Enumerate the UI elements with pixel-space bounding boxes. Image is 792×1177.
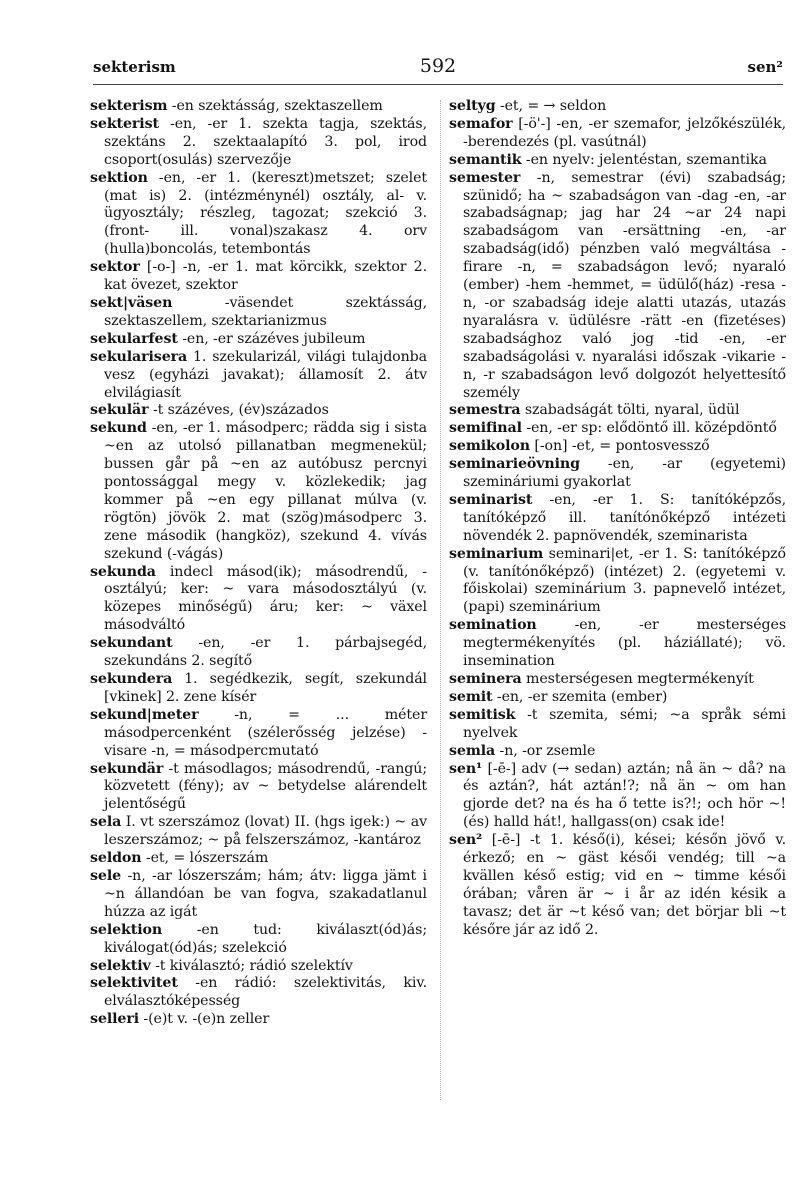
dictionary-entry: sekterist -en, -er 1. szekta tagja, szektás, szektáns 2. szektaalapító 3. pol, irod csoport(osulás) szervezője [90,115,427,168]
dictionary-entry: sekundär -t másodlagos; másodrendű, -rangú; közvetett (fény); av ~ betydelse alárendelt jelentőségű [90,760,427,813]
dictionary-entry: sen¹ [-ē-] adv (→ sedan) aztán; nå än ~ då? na és aztán?, hát aztán!?; nå än ~ om han gjorde det? na és ha ő tette is?!; och hör ~! (és) halld hát!, hallgass(on) csak ide! [449,760,786,831]
page-number: 592 [419,55,457,77]
dictionary-entry: selektiv -t kiválasztó; rádió szelektív [90,957,353,974]
dictionary-entry: seminera mesterségesen megtermékenyít [449,671,754,687]
dictionary-entry: selleri -(e)t v. -(e)n zeller [90,1011,270,1028]
dictionary-entry: seminarist -en, -er 1. S: tanítóképzős, tanítóképző ill. tanítónőképző intézeti növendék 2. papnövendék, szeminarista [449,491,786,544]
dictionary-entry: seminarieövning -en, -ar (egyetemi) szemináriumi gyakorlat [449,456,786,491]
header-rule [93,84,783,85]
dictionary-entry: sekterism -en szektásság, szektaszellem [90,98,383,114]
dictionary-entry: semikolon [-on] -et, = pontosvessző [449,438,710,455]
dictionary-entry: sekundera 1. segédkezik, segít, szekundál [vkinek] 2. zene kísér [90,671,427,705]
dictionary-entry: semestra szabadságát tölti, nyaral, üdül [449,402,740,419]
dictionary-entry: sekundant -en, -er 1. párbajsegéd, szekundáns 2. segítő [90,635,427,670]
dictionary-entry: semit -en, -er szemita (ember) [449,688,668,705]
column-divider [440,100,441,1100]
dictionary-entry: selektion -en tud: kiválaszt(ód)ás; kiválogat(ód)ás; szelekció [90,921,427,956]
dictionary-entry: sekt|väsen -väsendet szektásság, szektaszellem, szektarianizmus [90,294,427,329]
header-left-guide-word: sekterism [93,58,176,76]
dictionary-entry: sekunda indecl másod(ik); másodrendű, -osztályú; ker: ~ vara másodosztályú (v. közepes minőségű) áru; ker: ~ växel másodváltó [90,563,427,634]
dictionary-entry: selektivitet -en rádió: szelektivitás, kiv. elválasztóképesség [90,975,427,1010]
header-right-guide-word: sen² [747,58,783,76]
dictionary-entry: semester -n, semestrar (évi) szabadság; szünidő; ha ~ szabadságon van -dag -en, -ar szabadságnap; jag har 24 ~ar 24 napi szabadságom van -ersättning -en, -ar szabadság(idő) pénzben való megváltása -firare -n, = szabadságon levő; nyaraló (ember) -hem -hemmet, = üdülő(ház) -resa -n, -or szabadság ideje alatti utazás, utazás nyaralásra v. üdülésre -rätt -en (fizetéses) szabadsághoz való jog -tid -en, -er szabadságolási v. nyaralási időszak -vikarie -n, -r szabadságon levő dolgozót helyettesítő személy [449,169,786,401]
dictionary-entry: sen² [-ē-] -t 1. késő(i), kései; későn jövő v. érkező; en ~ gäst késői vendég; till ~a kvällen késő estig; vid en ~ timme késői órában; våren är ~ i år az idén késik a tavasz; det är ~t késő van; det börjar bli ~t későre jár az idő 2. [449,832,786,938]
dictionary-entry: seminarium seminari|et, -er 1. S: tanítóképző (v. tanítónőképző) (intézet) 2. (egyetemi v. főiskolai) szeminárium 3. papnevelő intézet, (papi) szeminárium [449,545,786,616]
dictionary-entry: semafor [-ö'-] -en, -er szemafor, jelzőkészülék, -berendezés (pl. vasútnál) [449,115,786,150]
dictionary-entry: seltyg -et, = → seldon [449,98,607,114]
dictionary-entry: semitisk -t szemita, sémi; ~a språk sémi nyelvek [449,706,786,741]
dictionary-entry: sekularisera 1. szekularizál, világi tulajdonba vesz (egyházi javakat); államosít 2. átv elvilágiasít [90,348,427,401]
dictionary-entry: sekularfest -en, -er százéves jubileum [90,330,366,347]
dictionary-entry: sekund|meter -n, = ... méter másodpercenként (szélerősség jelzése) -visare -n, = másodpercmutató [90,706,427,759]
dictionary-entry: sele -n, -ar lószerszám; hám; átv: ligga jämt i ~n állandóan be van fogva, szakadatlanul húzza az igát [90,867,427,920]
dictionary-entry: sektor [-o-] -n, -er 1. mat körcikk, szektor 2. kat övezet, szektor [90,259,427,294]
left-column [90,98,427,1029]
right-column [449,98,786,940]
dictionary-entry: semantik -en nyelv: jelentéstan, szemantika [449,151,767,168]
page-header [93,55,783,84]
dictionary-entry: sekund -en, -er 1. másodperc; rädda sig i sista ~en az utolsó pillanatban megmenekül; bussen går på ~en az autóbusz percnyi pontossággal megy v. közlekedik; jag kommer på ~en egy pillanat múlva (v. rögtön) jövök 2. mat (szög)másodperc 3. zene második (hangköz), szekund 4. vívás szekund (-vágás) [90,420,427,562]
dictionary-entry: sela I. vt szerszámoz (lovat) II. (hgs igek:) ~ av leszerszámoz; ~ på felszerszámoz, -kantároz [90,814,427,849]
dictionary-entry: semination -en, -er mesterséges megtermékenyítés (pl. háziállaté); vö. insemination [449,617,786,670]
dictionary-entry: sekulär -t százéves, (év)százados [90,402,329,419]
dictionary-entry: semla -n, -or zsemle [449,742,596,759]
dictionary-entry: semifinal -en, -er sp: elődöntő ill. középdöntő [449,420,777,437]
dictionary-entry: sektion -en, -er 1. (kereszt)metszet; szelet (mat is) 2. (intézménynél) osztály, al- v. ügyosztály; részleg, tagozat; szekció 3. (front- ill. vonal)szakasz 4. orv (hulla)boncolás, tetembontás [90,169,427,258]
dictionary-entry: seldon -et, = lószerszám [90,850,269,867]
